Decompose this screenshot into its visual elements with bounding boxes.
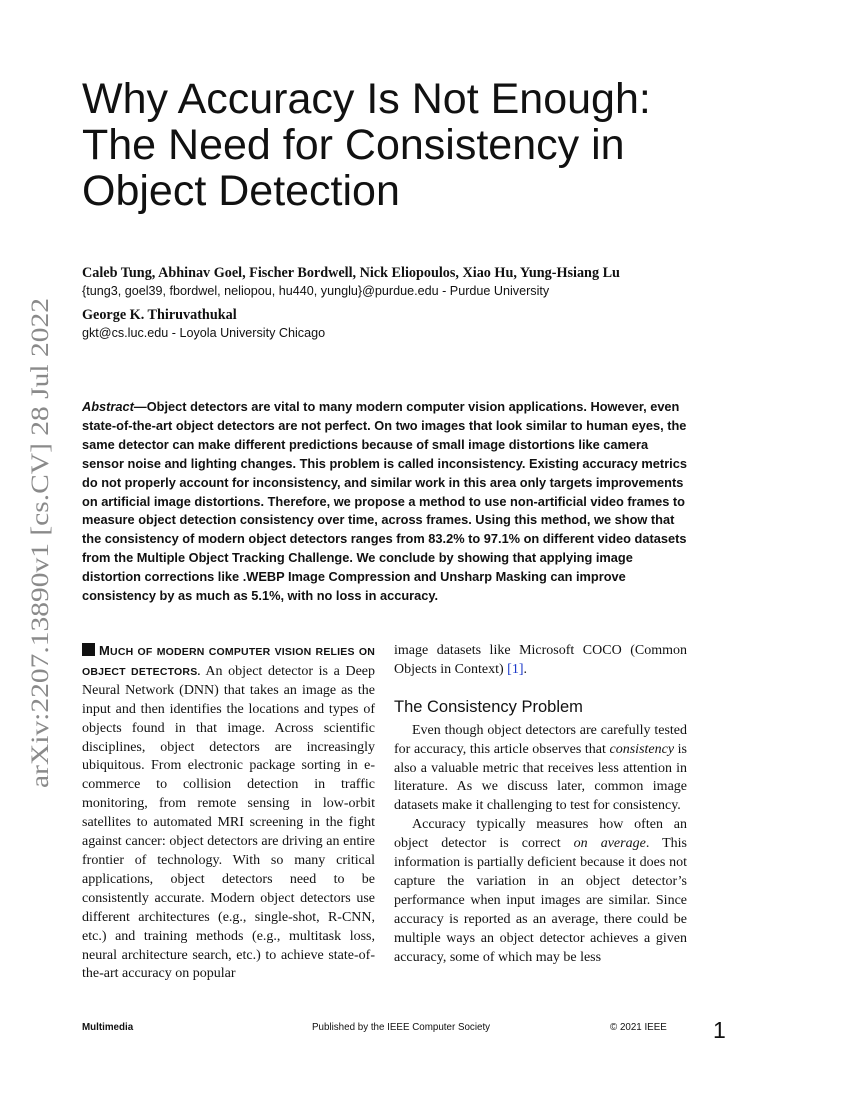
author-affiliation: {tung3, goel39, fbordwel, neliopou, hu440, yunglu}@purdue.edu - Purdue University: [82, 284, 550, 298]
body-paragraph: [394, 816, 687, 967]
lead-initial: M: [99, 643, 111, 658]
author-names: Caleb Tung, Abhinav Goel, Fischer Bordwell, Nick Eliopoulos, Xiao Hu, Yung-Hsiang Lu: [82, 265, 620, 281]
intro-paragraph: [82, 642, 375, 984]
paragraph-text: is also a valuable metric that receives less attention in literature. As we discuss later, common image datasets make it challenging to test for consistency.: [394, 741, 687, 814]
intro-continuation: [394, 642, 687, 680]
paragraph-text: Even though object detectors are carefully tested for accuracy, this article observes that: [394, 722, 687, 757]
paper-title: [82, 76, 722, 214]
body-paragraph: [394, 722, 687, 817]
author-names: George K. Thiruvathukal: [82, 307, 237, 323]
lead-caps-rest: UCH OF MODERN COMPUTER VISION RELIES ON OBJECT DETECTORS.: [82, 646, 375, 678]
arxiv-stamp-text: arXiv:2207.13890v1 [cs.CV] 28 Jul 2022: [25, 364, 54, 788]
title-line: Why Accuracy Is Not Enough:: [82, 75, 651, 123]
right-column: [394, 642, 687, 968]
emphasis-text: consistency: [609, 741, 675, 757]
arxiv-stamp: [18, 298, 58, 788]
page-number: 1: [713, 1017, 726, 1043]
intro-text: An object detector is a Deep Neural Network (DNN) that takes an image as the input and then identifies the locations and types of objects found in that image. Across scientific disciplines, object detectors are increasingly ubiquitous. From electronic package sorting in e-commerce to collision detection in traffic monitoring, from remote sensing in low-orbit satellites to automated MRI screening in the fight against cancer: object detectors are driving an entire frontier of technology. With so many critical applications, object detectors need to be consistently accurate. Modern object detectors use different architectures (e.g., single-shot, R-CNN, etc.) and training methods (e.g., multitask loss, neural architecture search, etc.) to achieve state-of-the-art accuracy on popular: [82, 663, 375, 982]
citation-link[interactable]: [1]: [507, 661, 524, 677]
left-column: [82, 642, 375, 984]
footer-publisher: Published by the IEEE Computer Society: [312, 1022, 491, 1033]
continuation-text: image datasets like Microsoft COCO (Common Objects in Context): [394, 643, 687, 677]
emphasis-text: on average: [573, 836, 646, 852]
author-affiliation: gkt@cs.luc.edu - Loyola University Chicago: [82, 326, 326, 340]
title-line: The Need for Consistency in: [82, 121, 625, 169]
section-marker-square: [82, 643, 95, 656]
title-line: Object Detection: [82, 167, 400, 215]
paragraph-text: . This information is partially deficient because it does not capture the variation in an object detector’s performance when input images are similar. Since accuracy is reported as an average, there could be multiple ways an object detector achieves a given accuracy, some of which may be less: [394, 836, 687, 965]
section-heading: The Consistency Problem: [394, 697, 583, 716]
abstract-label: Abstract: [82, 399, 134, 414]
footer-copyright: © 2021 IEEE: [610, 1022, 667, 1033]
abstract: [82, 398, 687, 606]
abstract-text: —Object detectors are vital to many modern computer vision applications. However, even state-of-the-art object detectors are not perfect. On two images that look similar to human eyes, the same detector can make different predictions because of small image distortions like camera sensor noise and lighting changes. This problem is called inconsistency. Existing accuracy metrics do not properly account for inconsistency, and similar work in this area only targets improvements on artificial image distortions. Therefore, we propose a method to use non-artificial video frames to measure object detection consistency over time, across frames. Using this method, we show that the consistency of modern object detectors ranges from 83.2% to 97.1% on different video datasets from the Multiple Object Tracking Challenge. We conclude by showing that applying image distortion corrections like .WEBP Image Compression and Unsharp Masking can improve consistency by as much as 5.1%, with no loss in accuracy.: [82, 399, 687, 604]
continuation-end: .: [523, 661, 527, 677]
paragraph-text: Accuracy typically measures how often an object detector is correct: [394, 817, 687, 852]
footer-journal: Multimedia: [82, 1022, 134, 1033]
